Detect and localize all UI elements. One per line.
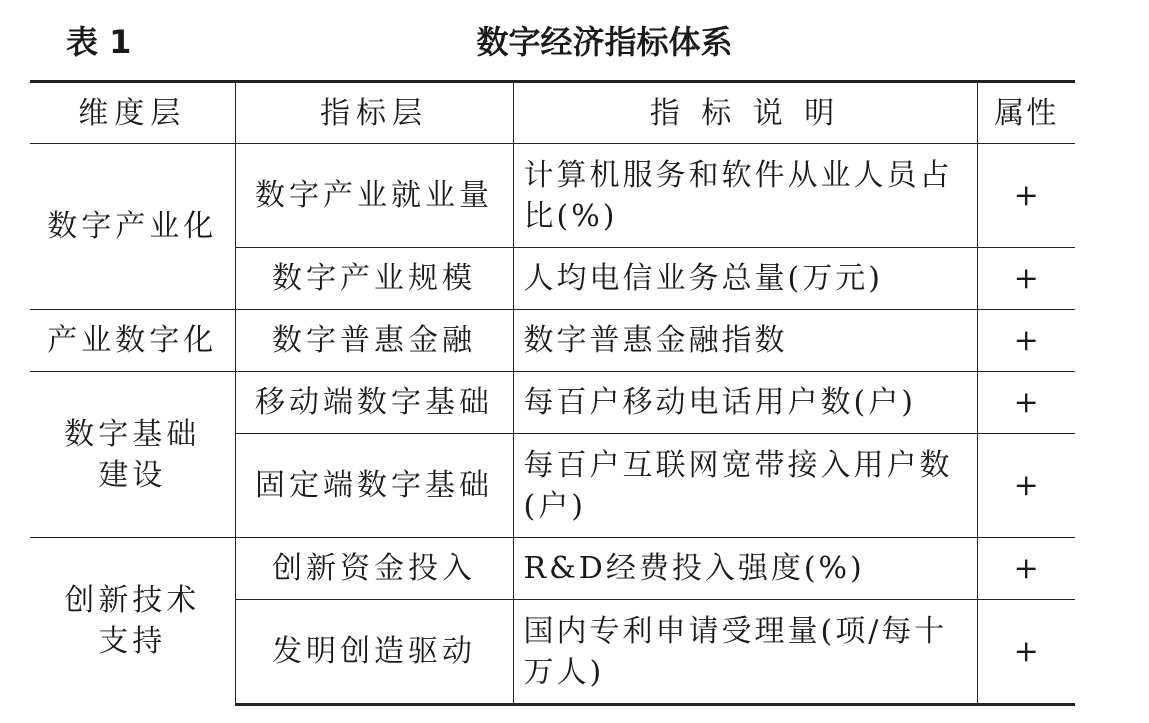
attribute-cell: + — [977, 434, 1075, 538]
table-row — [30, 538, 1075, 600]
table-row — [30, 310, 1075, 372]
description-cell: 每百户互联网宽带接入用户数(户) — [513, 434, 977, 538]
description-cell: 人均电信业务总量(万元) — [513, 248, 977, 310]
description-cell: 每百户移动电话用户数(户) — [513, 372, 977, 434]
indicator-cell: 数字产业就业量 — [235, 144, 513, 248]
header-indicator: 指标层 — [235, 82, 513, 144]
attribute-cell: + — [977, 248, 1075, 310]
dimension-cell: 数字产业化 — [30, 144, 235, 310]
description-cell: 数字普惠金融指数 — [513, 310, 977, 372]
table-row — [30, 144, 1075, 248]
header-attribute: 属性 — [977, 82, 1075, 144]
indicator-cell: 数字普惠金融 — [235, 310, 513, 372]
indicator-cell: 创新资金投入 — [235, 538, 513, 600]
attribute-cell: + — [977, 538, 1075, 600]
indicator-cell: 固定端数字基础 — [235, 434, 513, 538]
indicator-cell: 移动端数字基础 — [235, 372, 513, 434]
description-cell: R&D经费投入强度(%) — [513, 538, 977, 600]
indicator-cell: 发明创造驱动 — [235, 600, 513, 705]
table-header-row — [30, 82, 1075, 144]
header-description: 指 标 说 明 — [513, 82, 977, 144]
attribute-cell: + — [977, 310, 1075, 372]
dimension-cell: 数字基础建设 — [30, 372, 235, 538]
header-dimension: 维度层 — [30, 82, 235, 144]
dimension-cell: 创新技术支持 — [30, 538, 235, 705]
table-label: 表 1 — [66, 23, 132, 61]
dimension-cell: 产业数字化 — [30, 310, 235, 372]
attribute-cell: + — [977, 600, 1075, 705]
description-cell: 国内专利申请受理量(项/每十万人) — [513, 600, 977, 705]
attribute-cell: + — [977, 372, 1075, 434]
description-cell: 计算机服务和软件从业人员占比(%) — [513, 144, 977, 248]
attribute-cell: + — [977, 144, 1075, 248]
table-title: 数字经济指标体系 — [476, 23, 733, 61]
indicator-table — [30, 80, 1075, 706]
indicator-cell: 数字产业规模 — [235, 248, 513, 310]
table-row — [30, 372, 1075, 434]
